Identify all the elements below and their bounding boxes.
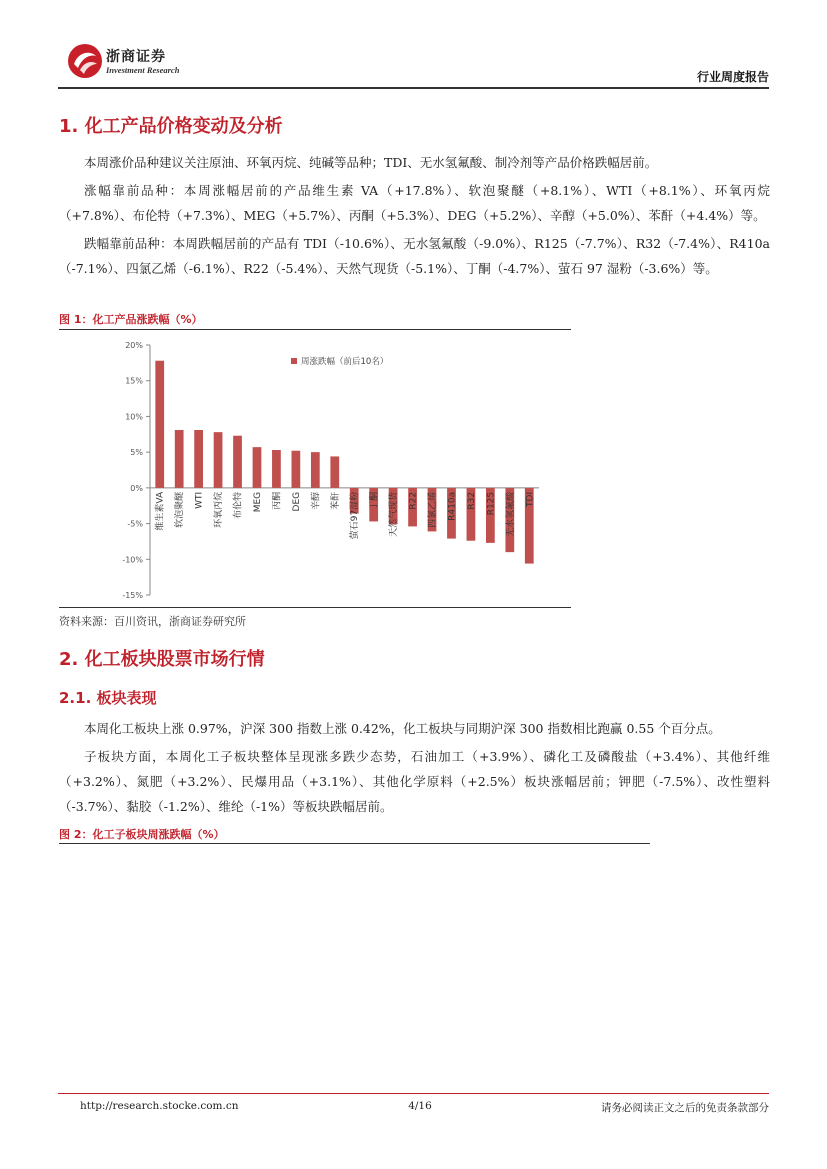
category-label: WTI (194, 491, 205, 509)
figure-1-source: 资料来源：百川资讯，浙商证券研究所 (59, 615, 246, 628)
figure-1-top-rule (59, 329, 571, 330)
category-label: 四氯乙烯 (428, 491, 439, 528)
bar (272, 450, 281, 488)
figure-1-caption: 图 1：化工产品涨跌幅（%） (59, 313, 203, 326)
section-1-title: 1. 化工产品价格变动及分析 (59, 116, 283, 137)
section-2-body (59, 716, 770, 819)
category-label: 无水氢氟酸 (505, 491, 516, 537)
category-label: R22 (408, 491, 419, 510)
y-tick-label: 15% (125, 376, 143, 386)
paragraph: 涨幅靠前品种：本周涨幅居前的产品维生素 VA（+17.8%）、软泡聚醚（+8.1%）、WTI（+8.1%）、环氧丙烷（+7.8%）、布伦特（+7.3%）、MEG（+5.7%）、丙酮（+5.3%）、DEG（+5.2%）、辛醇（+5.0%）、苯酐（+4.4%）等。 (59, 183, 770, 223)
bar (194, 430, 203, 488)
category-label: MEG (252, 491, 263, 513)
y-tick-label: 10% (125, 412, 143, 422)
y-tick-label: 0% (130, 483, 143, 493)
y-tick-label: -10% (122, 555, 143, 565)
category-label: 环氧丙烷 (214, 491, 225, 528)
category-label: 萤石97湿粉 (350, 491, 361, 540)
category-label: R32 (466, 491, 477, 510)
footer-url: http://research.stocke.com.cn (80, 1100, 239, 1112)
category-label: 苯酐 (330, 491, 341, 510)
bar (253, 447, 262, 488)
figure-2-top-rule (59, 843, 650, 844)
y-tick-label: -5% (127, 519, 143, 529)
paragraph: 跌幅靠前品种：本周跌幅居前的产品有 TDI（-10.6%）、无水氢氟酸（-9.0%）、R125（-7.7%）、R32（-7.4%）、R410a（-7.1%）、四氯乙烯（-6.1%）、R22（-5.4%）、天然气现货（-5.1%）、丁酮（-4.7%）、萤石 97 湿粉（-3.6%）等。 (59, 236, 770, 276)
section-2-1-title: 2.1. 板块表现 (59, 689, 157, 707)
category-label: DEG (291, 491, 302, 512)
bar (155, 361, 164, 488)
bar (311, 452, 320, 488)
header-divider (58, 87, 769, 89)
page-number: 4/16 (408, 1100, 432, 1112)
company-logo (66, 42, 186, 82)
category-label: 维生素VA (155, 491, 166, 531)
legend-swatch (291, 358, 297, 364)
category-label: 软泡聚醚 (175, 491, 186, 528)
section-1-body (59, 150, 770, 281)
logo-text-cn: 浙商证券 (106, 49, 166, 65)
legend-label: 周涨跌幅（前后10名） (301, 357, 389, 367)
category-label: 布伦特 (233, 491, 244, 519)
category-label: 天然气现货 (389, 491, 400, 537)
disclaimer-note: 请务必阅读正文之后的免责条款部分 (601, 1102, 769, 1114)
bar (175, 430, 184, 488)
category-label: 丙酮 (272, 491, 283, 510)
paragraph: 本周化工板块上涨 0.97%，沪深 300 指数上涨 0.42%，化工板块与同期沪深 300 指数相比跑赢 0.55 个百分点。 (84, 721, 721, 736)
bar (291, 451, 300, 488)
logo-emblem-icon (66, 42, 104, 80)
y-tick-label: 5% (130, 448, 143, 458)
section-2-title: 2. 化工板块股票市场行情 (59, 649, 265, 670)
category-label: TDI (525, 491, 536, 507)
report-type: 行业周度报告 (696, 70, 769, 84)
y-tick-label: 20% (125, 341, 143, 350)
bar (214, 432, 223, 488)
figure-1-bottom-rule (59, 607, 571, 608)
category-label: 辛醇 (311, 491, 322, 510)
paragraph: 子板块方面，本周化工子板块整体呈现涨多跌少态势，石油加工（+3.9%）、磷化工及磷酸盐（+3.4%）、其他纤维（+3.2%）、氮肥（+3.2%）、民爆用品（+3.1%）、其他化学原料（+2.5%）板块涨幅居前；钾肥（-7.5%）、改性塑料（-3.7%）、黏胶（-1.2%）、维纶（-1%）等板块跌幅居前。 (59, 749, 770, 814)
bar (330, 456, 339, 487)
figure-1-chart (59, 333, 571, 605)
footer-divider (58, 1093, 769, 1094)
paragraph: 本周涨价品种建议关注原油、环氧丙烷、纯碱等品种；TDI、无水氢氟酸、制冷剂等产品价格跌幅居前。 (84, 155, 658, 170)
logo-text-en: Investment Research (106, 65, 180, 75)
figure-2-caption: 图 2：化工子板块周涨跌幅（%） (59, 828, 225, 841)
y-tick-label: -15% (122, 591, 143, 600)
category-label: 丁酮 (369, 491, 380, 510)
category-label: R410a (447, 491, 458, 521)
category-label: R125 (486, 491, 497, 516)
bar (233, 436, 242, 488)
